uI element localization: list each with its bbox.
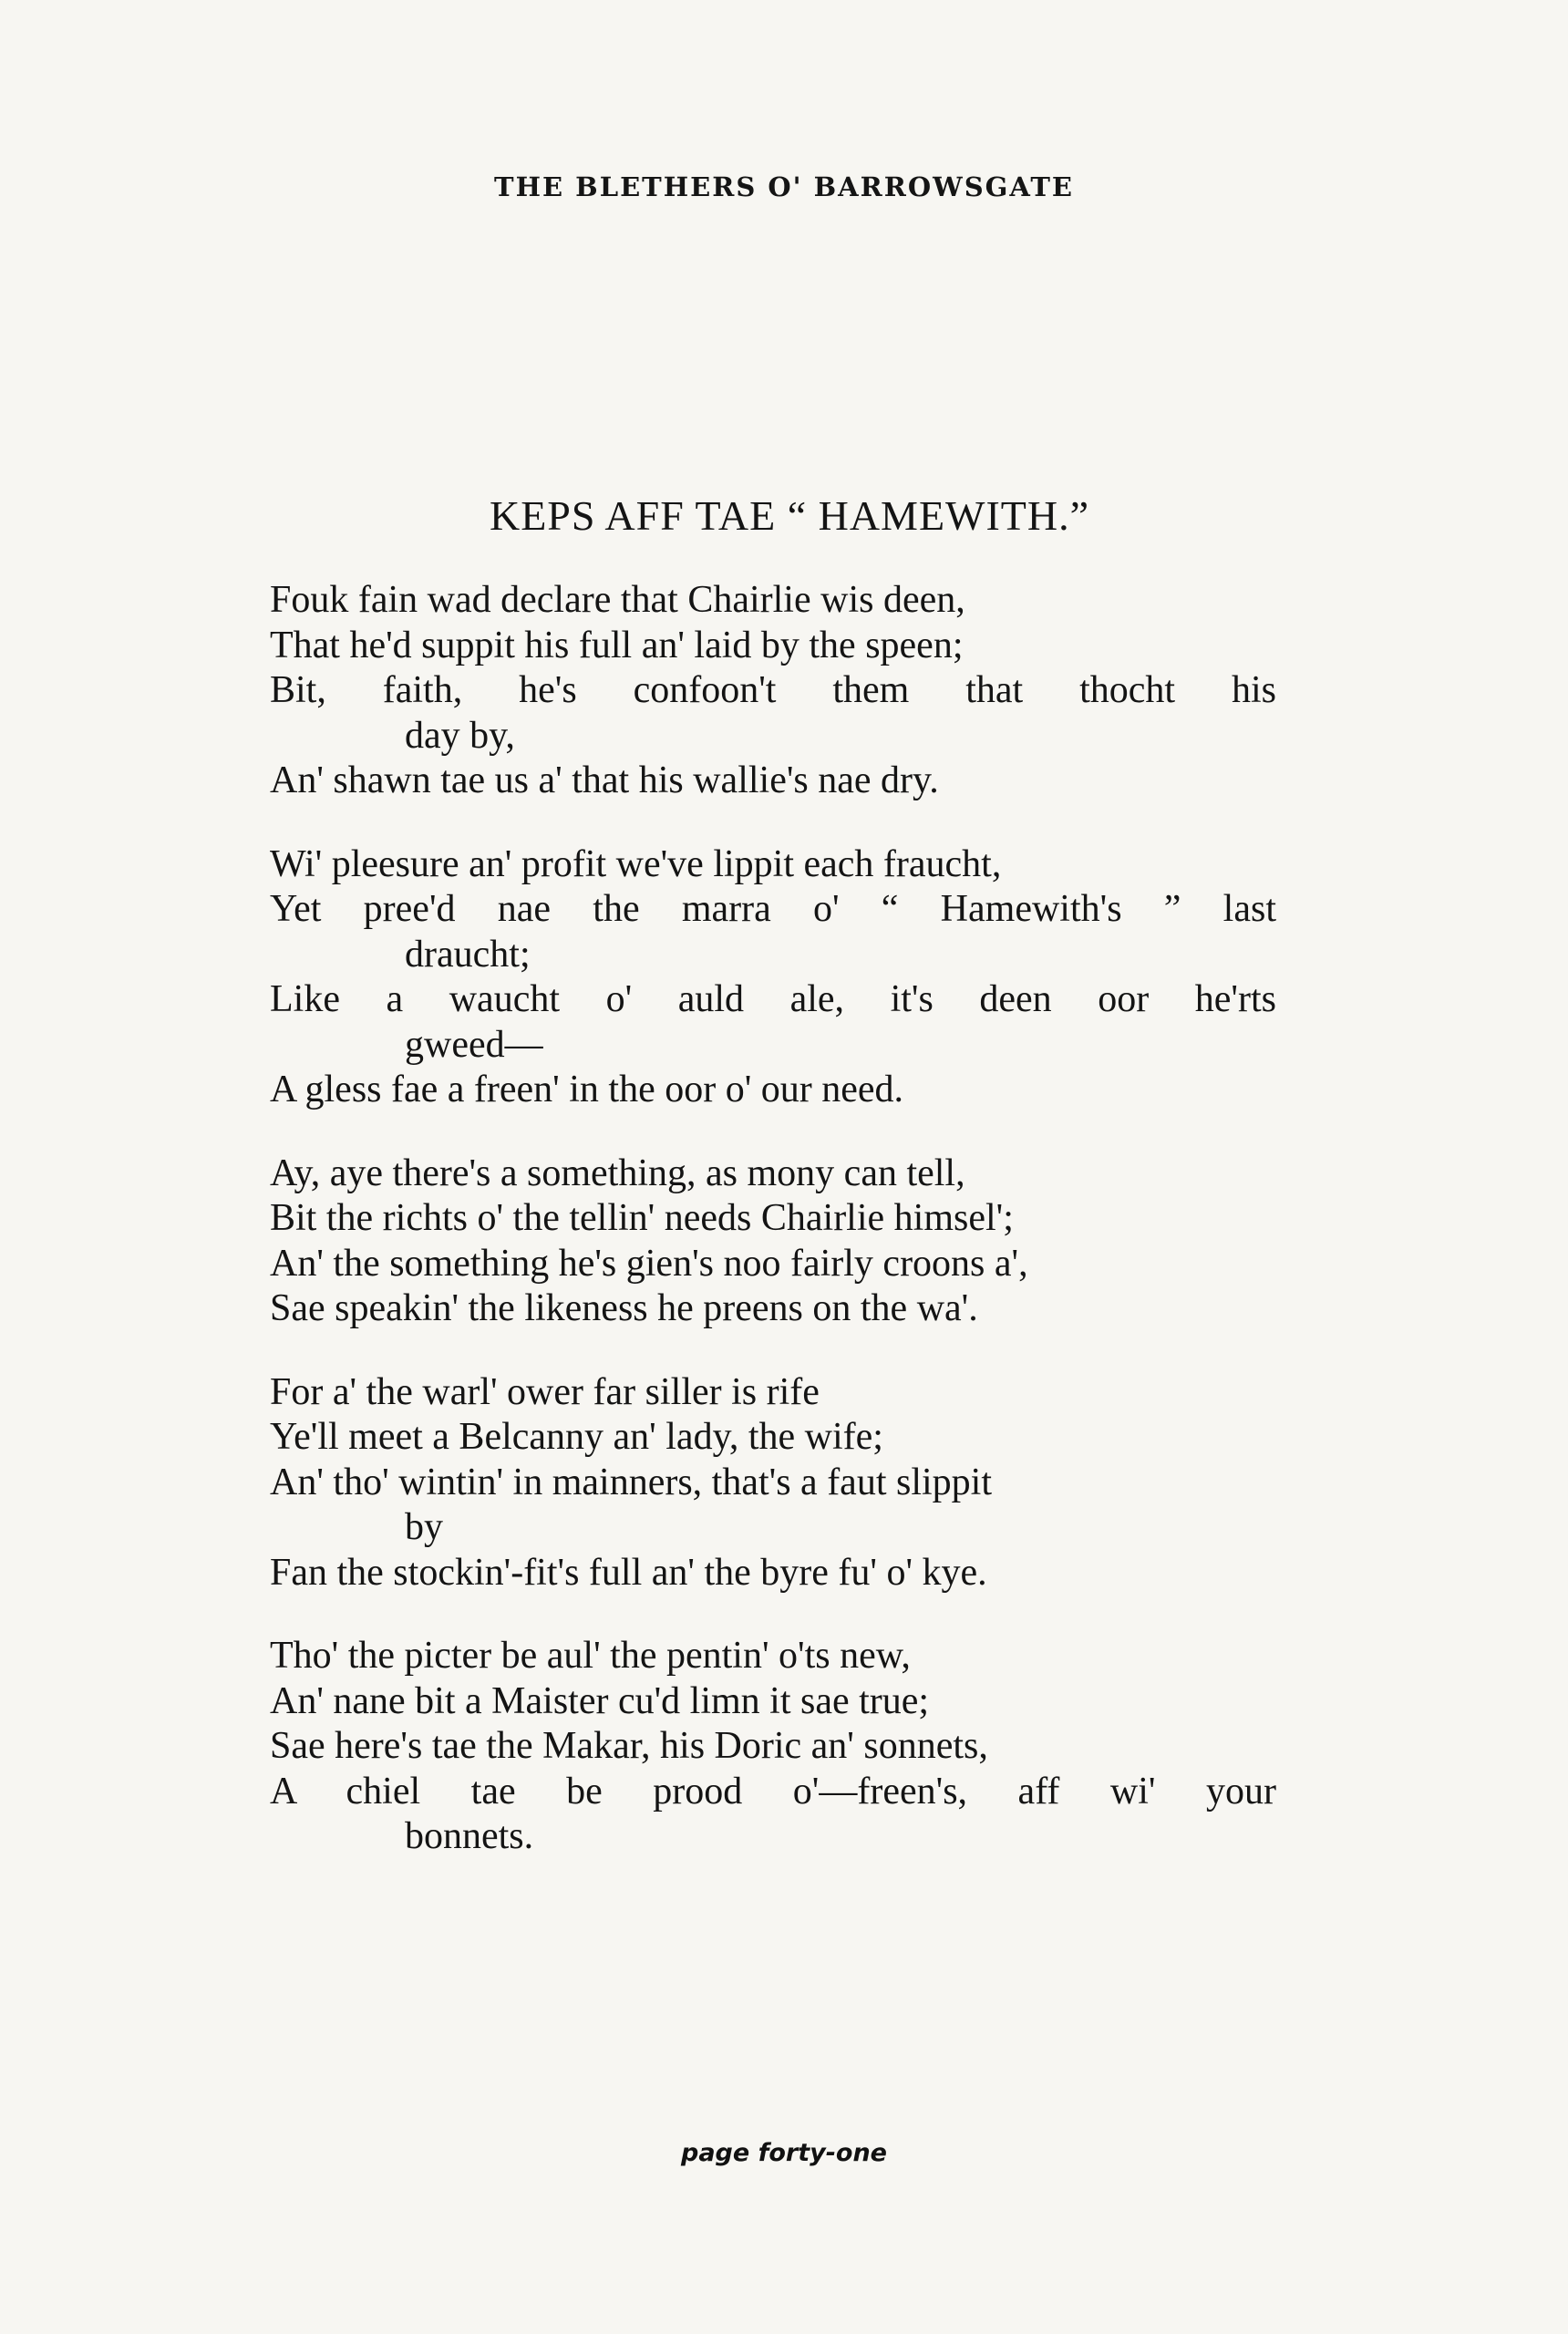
poem-line: An' nane bit a Maister cu'd limn it sae true; (270, 1679, 930, 1722)
poem-line: Wi' pleesure an' profit we've lippit each fraucht, (270, 842, 1002, 885)
poem-line-continuation: gweed— (405, 1023, 543, 1066)
poem-line: An' shawn tae us a' that his wallie's nae dry. (270, 759, 939, 801)
poem-line: Sae speakin' the likeness he preens on the wa'. (270, 1287, 978, 1329)
stanza-3 (270, 1152, 1300, 1332)
poem-line-continuation: draucht; (405, 933, 531, 976)
poem-line: Bit, faith, he's confoon't them that thocht his (270, 669, 1276, 711)
stanza-2 (270, 842, 1300, 1113)
poem-line: An' the something he's gien's noo fairly croons a', (270, 1242, 1028, 1285)
poem-line-continuation: bonnets. (405, 1815, 534, 1857)
poem-line: A gless fae a freen' in the oor o' our need. (270, 1069, 904, 1110)
stanza-1 (270, 578, 1300, 804)
poem-line: Bit the richts o' the tellin' needs Chairlie himsel'; (270, 1197, 1014, 1239)
poem (270, 491, 1300, 1898)
poem-line: Tho' the picter be aul' the pentin' o'ts new, (270, 1635, 911, 1677)
poem-line: A chiel tae be prood o'—freen's, aff wi' your (270, 1770, 1276, 1812)
poem-line: Fouk fain wad declare that Chairlie wis deen, (270, 579, 965, 621)
poem-line: Yet pree'd nae the marra o' “ Hamewith's ” last (270, 888, 1276, 930)
poem-title: KEPS AFF TAE “ HAMEWITH.” (489, 492, 1090, 539)
poem-line-continuation: by (405, 1506, 443, 1548)
poem-line: That he'd suppit his full an' laid by the speen; (270, 624, 964, 666)
page-number: page forty-one (681, 2139, 887, 2167)
poem-line: Like a waucht o' auld ale, it's deen oor he'rts (270, 978, 1276, 1020)
poem-line: Sae here's tae the Makar, his Doric an' sonnets, (270, 1725, 988, 1767)
running-header: THE BLETHERS O' BARROWSGATE (494, 171, 1074, 202)
poem-line: Ye'll meet a Belcanny an' lady, the wife; (270, 1416, 883, 1458)
poem-line: Fan the stockin'-fit's full an' the byre fu' o' kye. (270, 1551, 987, 1594)
poem-line: For a' the warl' ower far siller is rife (270, 1370, 820, 1413)
stanza-4 (270, 1370, 1300, 1596)
poem-line-continuation: day by, (405, 714, 515, 757)
poem-line: Ay, aye there's a something, as mony can tell, (270, 1152, 965, 1194)
poem-line: An' tho' wintin' in mainners, that's a faut slippit (270, 1461, 993, 1503)
stanza-5 (270, 1634, 1300, 1860)
